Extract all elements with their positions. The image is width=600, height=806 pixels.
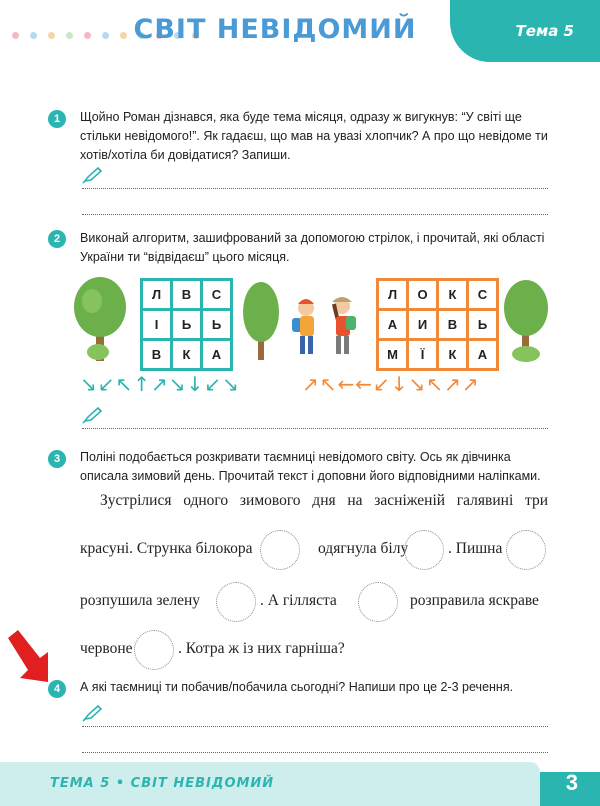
question-4-text: А які таємниці ти побачив/побачила сьогодні? Напиши про це 2-3 речення. [80,680,514,694]
question-3-text: Поліні подобається розкривати таємниці невідомого світу. Ось як дівчинка описала зимовий день. Прочитай текст і доповни його відповідними наліпками. [80,450,541,483]
grid-letter: М [379,341,406,368]
grid-letter: Ї [409,341,436,368]
answer-line[interactable] [82,726,548,727]
tree-illustration [240,280,282,360]
story-text: . А гілляста [260,592,337,609]
question-2-text: Виконай алгоритм, зашифрований за допомогою стрілок, і прочитай, які області України ти “відвідаєш” цього місяця. [80,231,545,264]
question-1-text: Щойно Роман дізнався, яка буде тема місяця, одразу ж вигукнув: “У світі ще стільки невідомого!”. Як гадаєш, що мав на увазі хлопчик? А про що невідоме ти хотів/хотіла би довідатися? Запиши. [80,110,548,162]
answer-line[interactable] [82,752,548,753]
story-text: розправила яскраве [410,592,539,609]
story-text: розпушила зелену [80,592,201,609]
grid-letter: А [469,341,496,368]
grid-letter: В [173,281,200,308]
letter-grid-right [376,278,499,371]
grid-letter: К [173,341,200,368]
answer-line[interactable] [82,188,548,189]
grid-letter: Ь [173,311,200,338]
arrow-sequence-right: ↗↖←←↙↓↘↖↗↗ [302,372,480,396]
story-text: червоне [80,640,133,657]
sticker-slot[interactable] [506,530,546,570]
grid-letter: К [439,281,466,308]
letter-grid-left [140,278,233,371]
grid-letter: Ь [469,311,496,338]
pencil-icon [82,166,104,184]
red-arrow-icon [4,628,54,686]
page-title: СВІТ НЕВІДОМИЙ [133,14,417,45]
grid-letter: К [439,341,466,368]
bush-illustration [86,340,110,360]
answer-line[interactable] [82,428,548,429]
grid-letter: И [409,311,436,338]
story-text: . Пишна [448,540,503,557]
grid-letter: А [379,311,406,338]
question-number-3: 3 [48,450,66,468]
question-number-4: 4 [48,680,66,698]
question-number-1: 1 [48,110,66,128]
footer-title: ТЕМА 5 • СВІТ НЕВІДОМИЙ [50,776,275,791]
topic-tab-label: Тема 5 [515,22,574,40]
sticker-slot[interactable] [358,582,398,622]
sticker-slot[interactable] [216,582,256,622]
hiking-kids-illustration [286,292,366,360]
grid-letter: В [439,311,466,338]
grid-letter: Л [143,281,170,308]
sticker-slot[interactable] [260,530,300,570]
story-line: Зустрілися одного зимового дня на засніженій галявині три [100,492,548,509]
grid-letter: Ь [203,311,230,338]
answer-line[interactable] [82,214,548,215]
story-text: одягнула білу [318,540,409,557]
grid-letter: С [203,281,230,308]
pencil-icon [82,406,104,424]
pencil-icon [82,704,104,722]
sticker-slot[interactable] [404,530,444,570]
grid-letter: С [469,281,496,308]
page-number: 3 [565,770,578,795]
tree-illustration [500,278,552,362]
story-text: красуні. Струнка білокора [80,540,253,557]
question-number-2: 2 [48,230,66,248]
grid-letter: І [143,311,170,338]
arrow-sequence-left: ↘↙↖↑↗↘↓↙↘ [80,372,240,396]
sticker-slot[interactable] [134,630,174,670]
grid-letter: О [409,281,436,308]
grid-letter: В [143,341,170,368]
grid-letter: А [203,341,230,368]
grid-letter: Л [379,281,406,308]
page-footer [0,762,600,806]
story-text: . Котра ж із них гарніша? [178,640,345,657]
